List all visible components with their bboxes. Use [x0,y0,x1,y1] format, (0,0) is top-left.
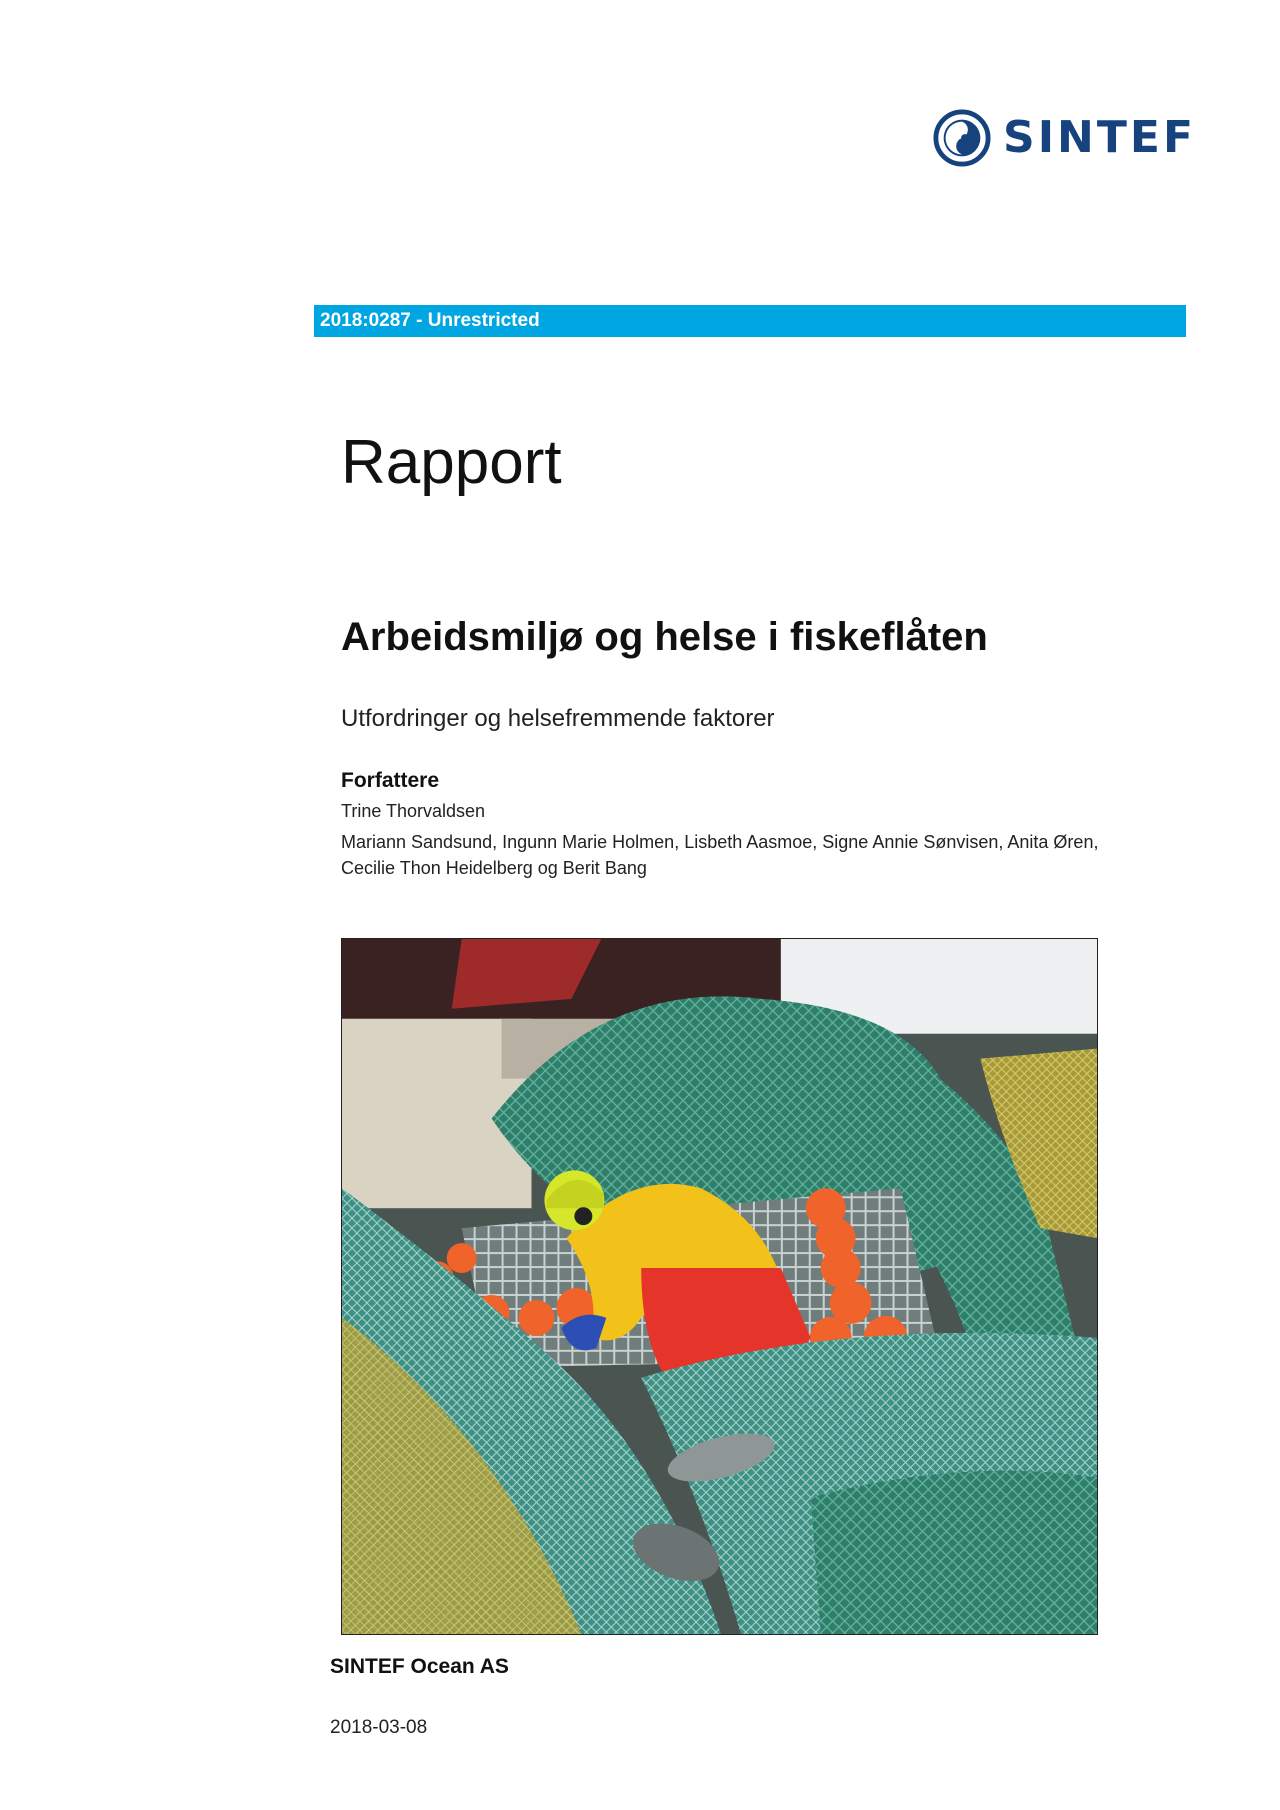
sintef-logo-icon [933,109,991,167]
sintef-logo [933,108,1197,168]
classification-bar: 2018:0287 - Unrestricted [314,305,1186,337]
cover-photo [341,938,1098,1635]
fisherman-photo [342,939,1097,1634]
report-date: 2018-03-08 [330,1717,428,1738]
sintef-logo-text: SINTEF [1003,112,1197,163]
report-title: Arbeidsmiljø og helse i fiskeflåten [341,615,988,659]
authors-heading: Forfattere [341,769,440,792]
main-author: Trine Thorvaldsen [341,801,486,821]
report-subtitle: Utfordringer og helsefremmende faktorer [341,705,775,732]
document-type: Rapport [341,428,562,497]
organization: SINTEF Ocean AS [330,1655,509,1678]
co-authors: Mariann Sandsund, Ingunn Marie Holmen, Lisbeth Aasmoe, Signe Annie Sønvisen, Anita Øren, Cecilie Thon Heidelberg og Berit Bang [341,832,1099,878]
